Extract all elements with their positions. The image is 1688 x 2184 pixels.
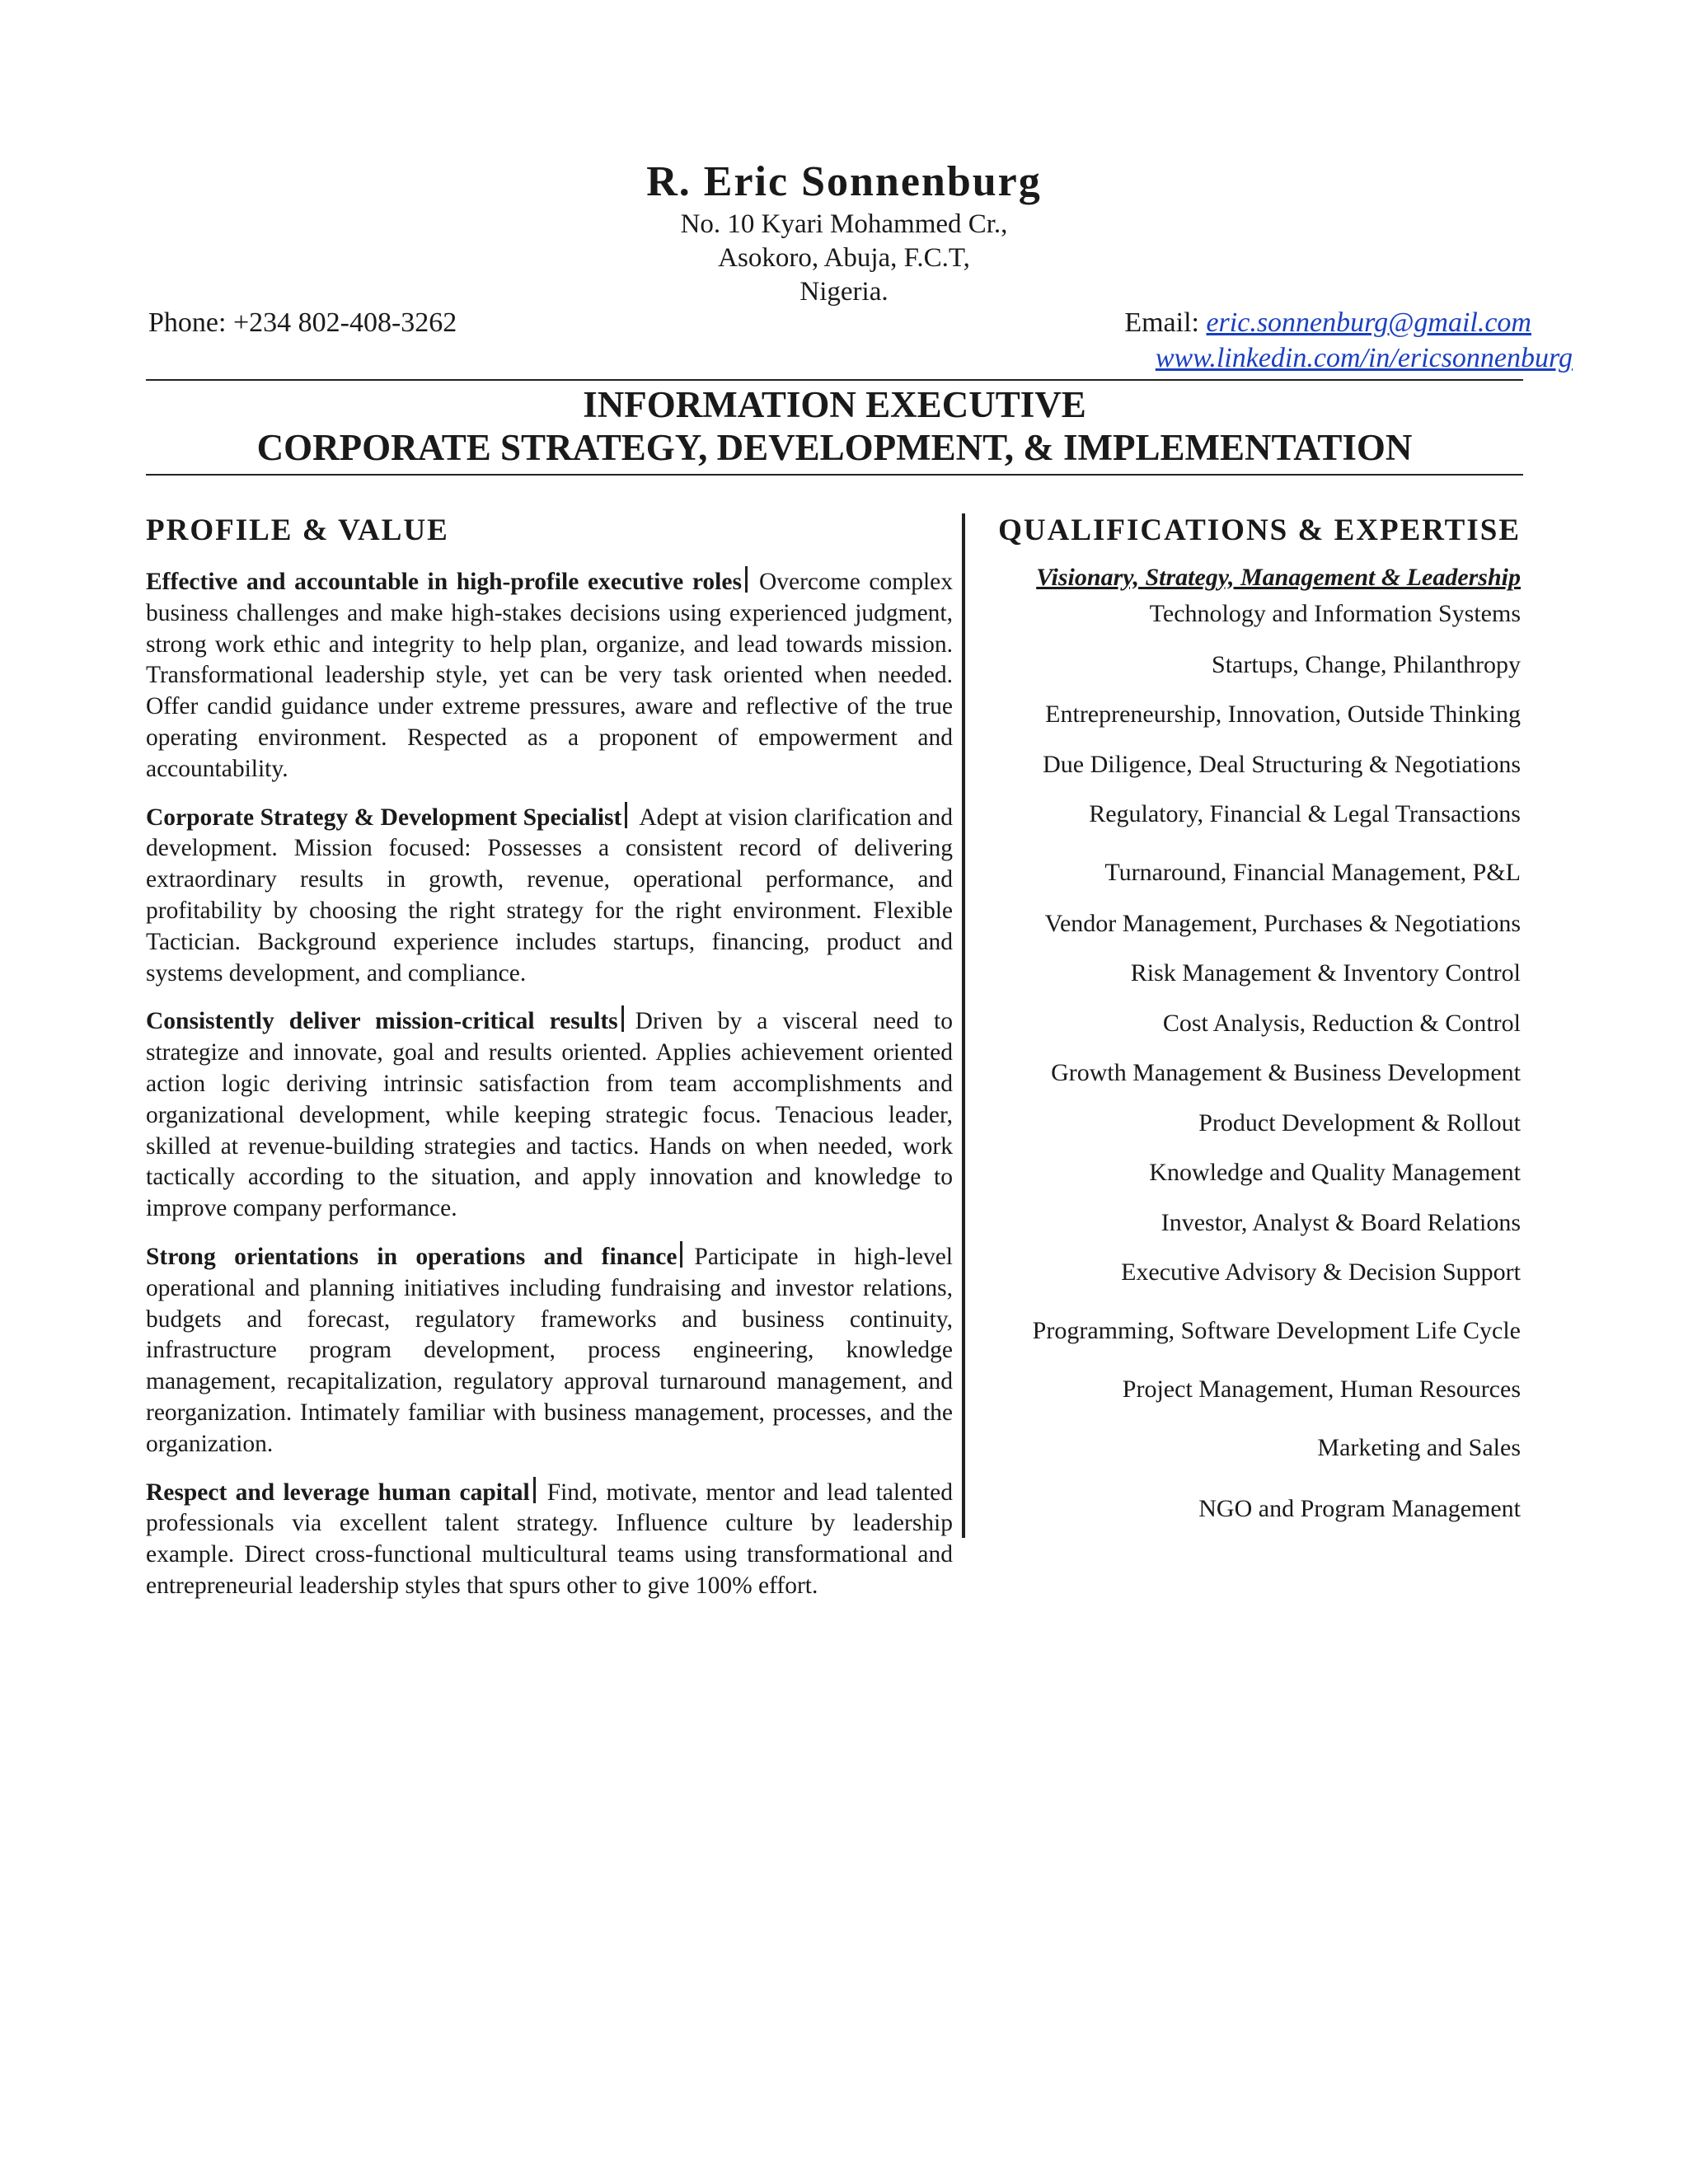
- qualification-item: Programming, Software Development Life Cycle: [1032, 1317, 1521, 1344]
- pipe-separator: [745, 566, 748, 593]
- email-link[interactable]: eric.sonnenburg@gmail.com: [1206, 307, 1531, 338]
- resume-header: [0, 157, 1688, 309]
- qualifications-subheading: Visionary, Strategy, Management & Leadership: [1036, 564, 1521, 591]
- header-divider-bottom: [146, 474, 1523, 476]
- linkedin-link[interactable]: www.linkedin.com/in/ericsonnenburg: [1155, 343, 1573, 373]
- paragraph-lead: Corporate Strategy & Development Specialist: [146, 804, 622, 831]
- profile-section: [146, 513, 953, 1619]
- column-divider: [962, 513, 965, 1538]
- qualification-item: Knowledge and Quality Management: [1149, 1159, 1521, 1186]
- qualification-item: Technology and Information Systems: [1149, 600, 1521, 627]
- qualification-item: Turnaround, Financial Management, P&L: [1104, 859, 1521, 886]
- paragraph-lead: Strong orientations in operations and finance: [146, 1243, 678, 1270]
- candidate-name: R. Eric Sonnenburg: [646, 158, 1042, 205]
- qualifications-heading: QUALIFICATIONS & EXPERTISE: [998, 513, 1521, 547]
- phone-number: Phone: +234 802-408-3262: [148, 307, 457, 338]
- pipe-separator: [621, 1005, 624, 1032]
- profile-paragraph: [146, 1477, 953, 1602]
- paragraph-lead: Respect and leverage human capital: [146, 1479, 530, 1506]
- qualification-item: Project Management, Human Resources: [1122, 1376, 1521, 1403]
- qualification-item: Risk Management & Inventory Control: [1130, 959, 1521, 987]
- header-divider-top: [146, 379, 1523, 381]
- qualification-item: NGO and Program Management: [1198, 1495, 1521, 1522]
- profile-paragraph: [146, 1241, 953, 1460]
- paragraph-text: Overcome complex business challenges and make high-stakes decisions using experienced judgment, strong work ethic and integrity to help plan, organize, and lead towards mission. Transformational leadership style, yet can be very task oriented when needed. Offer candid guidance under extreme pressures, aware and reflective of the true operating environment. Respected as a proponent of empowerment and accountability.: [146, 569, 953, 782]
- profile-paragraph: [146, 802, 953, 990]
- qualification-item: Cost Analysis, Reduction & Control: [1162, 1010, 1521, 1037]
- paragraph-lead: Effective and accountable in high-profile executive roles: [146, 569, 742, 595]
- profile-paragraph: [146, 1005, 953, 1225]
- address-line-3: Nigeria.: [799, 277, 889, 307]
- email-line: [1124, 307, 1531, 339]
- pipe-separator: [680, 1241, 682, 1268]
- qualification-item: Investor, Analyst & Board Relations: [1160, 1209, 1521, 1236]
- title-line-1: INFORMATION EXECUTIVE: [583, 384, 1086, 425]
- address-line-2: Asokoro, Abuja, F.C.T,: [718, 243, 970, 273]
- paragraph-lead: Consistently deliver mission-critical results: [146, 1008, 618, 1035]
- title-line-2: CORPORATE STRATEGY, DEVELOPMENT, & IMPLEMENTATION: [256, 427, 1413, 468]
- title-block: [146, 383, 1523, 469]
- paragraph-text: Find, motivate, mentor and lead talented professionals via excellent talent strategy. Influence culture by leadership example. Direct cross-functional multicultural teams using transformational and entrepreneurial leadership styles that spurs other to give 100% effort.: [146, 1479, 954, 1599]
- profile-heading: PROFILE & VALUE: [146, 513, 449, 547]
- qualification-item: Vendor Management, Purchases & Negotiations: [1044, 910, 1521, 937]
- pipe-separator: [625, 802, 627, 828]
- qualification-item: Executive Advisory & Decision Support: [1121, 1258, 1521, 1286]
- paragraph-text: Adept at vision clarification and development. Mission focused: Possesses a consistent record of delivering extraordinary results in growth, revenue, operational performance, and profitability by choosing the right strategy for the right environment. Flexible Tactician. Background experience includes startups, financing, product and systems development, and compliance.: [146, 804, 953, 987]
- qualification-item: Growth Management & Business Development: [1051, 1059, 1521, 1086]
- linkedin-line: [1156, 343, 1573, 374]
- paragraph-text: Driven by a visceral need to strategize and innovate, goal and results oriented. Applies achievement oriented action logic deriving intrinsic satisfaction from team accomplishments and organizational development, while keeping strategic focus. Tenacious leader, skilled at revenue-building strategies and tactics. Hands on when needed, work tactically according to the situation, and apply innovation and knowledge to improve company performance.: [146, 1008, 953, 1222]
- paragraph-text: Participate in high-level operational and planning initiatives including fundraising and investor relations, budgets and forecast, regulatory frameworks and business continuity, infrastructure program development, process engineering, knowledge management, recapitalization, regulatory approval turnaround management, and reorganization. Intimately familiar with business management, processes, and the organization.: [146, 1243, 954, 1457]
- qualification-item: Product Development & Rollout: [1198, 1109, 1521, 1137]
- qualifications-section: [985, 513, 1521, 1524]
- qualification-item: Regulatory, Financial & Legal Transactions: [1089, 800, 1521, 827]
- qualification-item: Due Diligence, Deal Structuring & Negotiations: [1043, 751, 1521, 778]
- qualification-item: Marketing and Sales: [1317, 1434, 1521, 1461]
- email-label: Email:: [1124, 307, 1199, 338]
- address-line-1: No. 10 Kyari Mohammed Cr.,: [680, 209, 1008, 239]
- pipe-separator: [533, 1477, 536, 1503]
- qualification-item: Startups, Change, Philanthropy: [1212, 651, 1521, 678]
- qualification-item: Entrepreneurship, Innovation, Outside Thinking: [1045, 701, 1521, 728]
- profile-paragraph: [146, 566, 953, 785]
